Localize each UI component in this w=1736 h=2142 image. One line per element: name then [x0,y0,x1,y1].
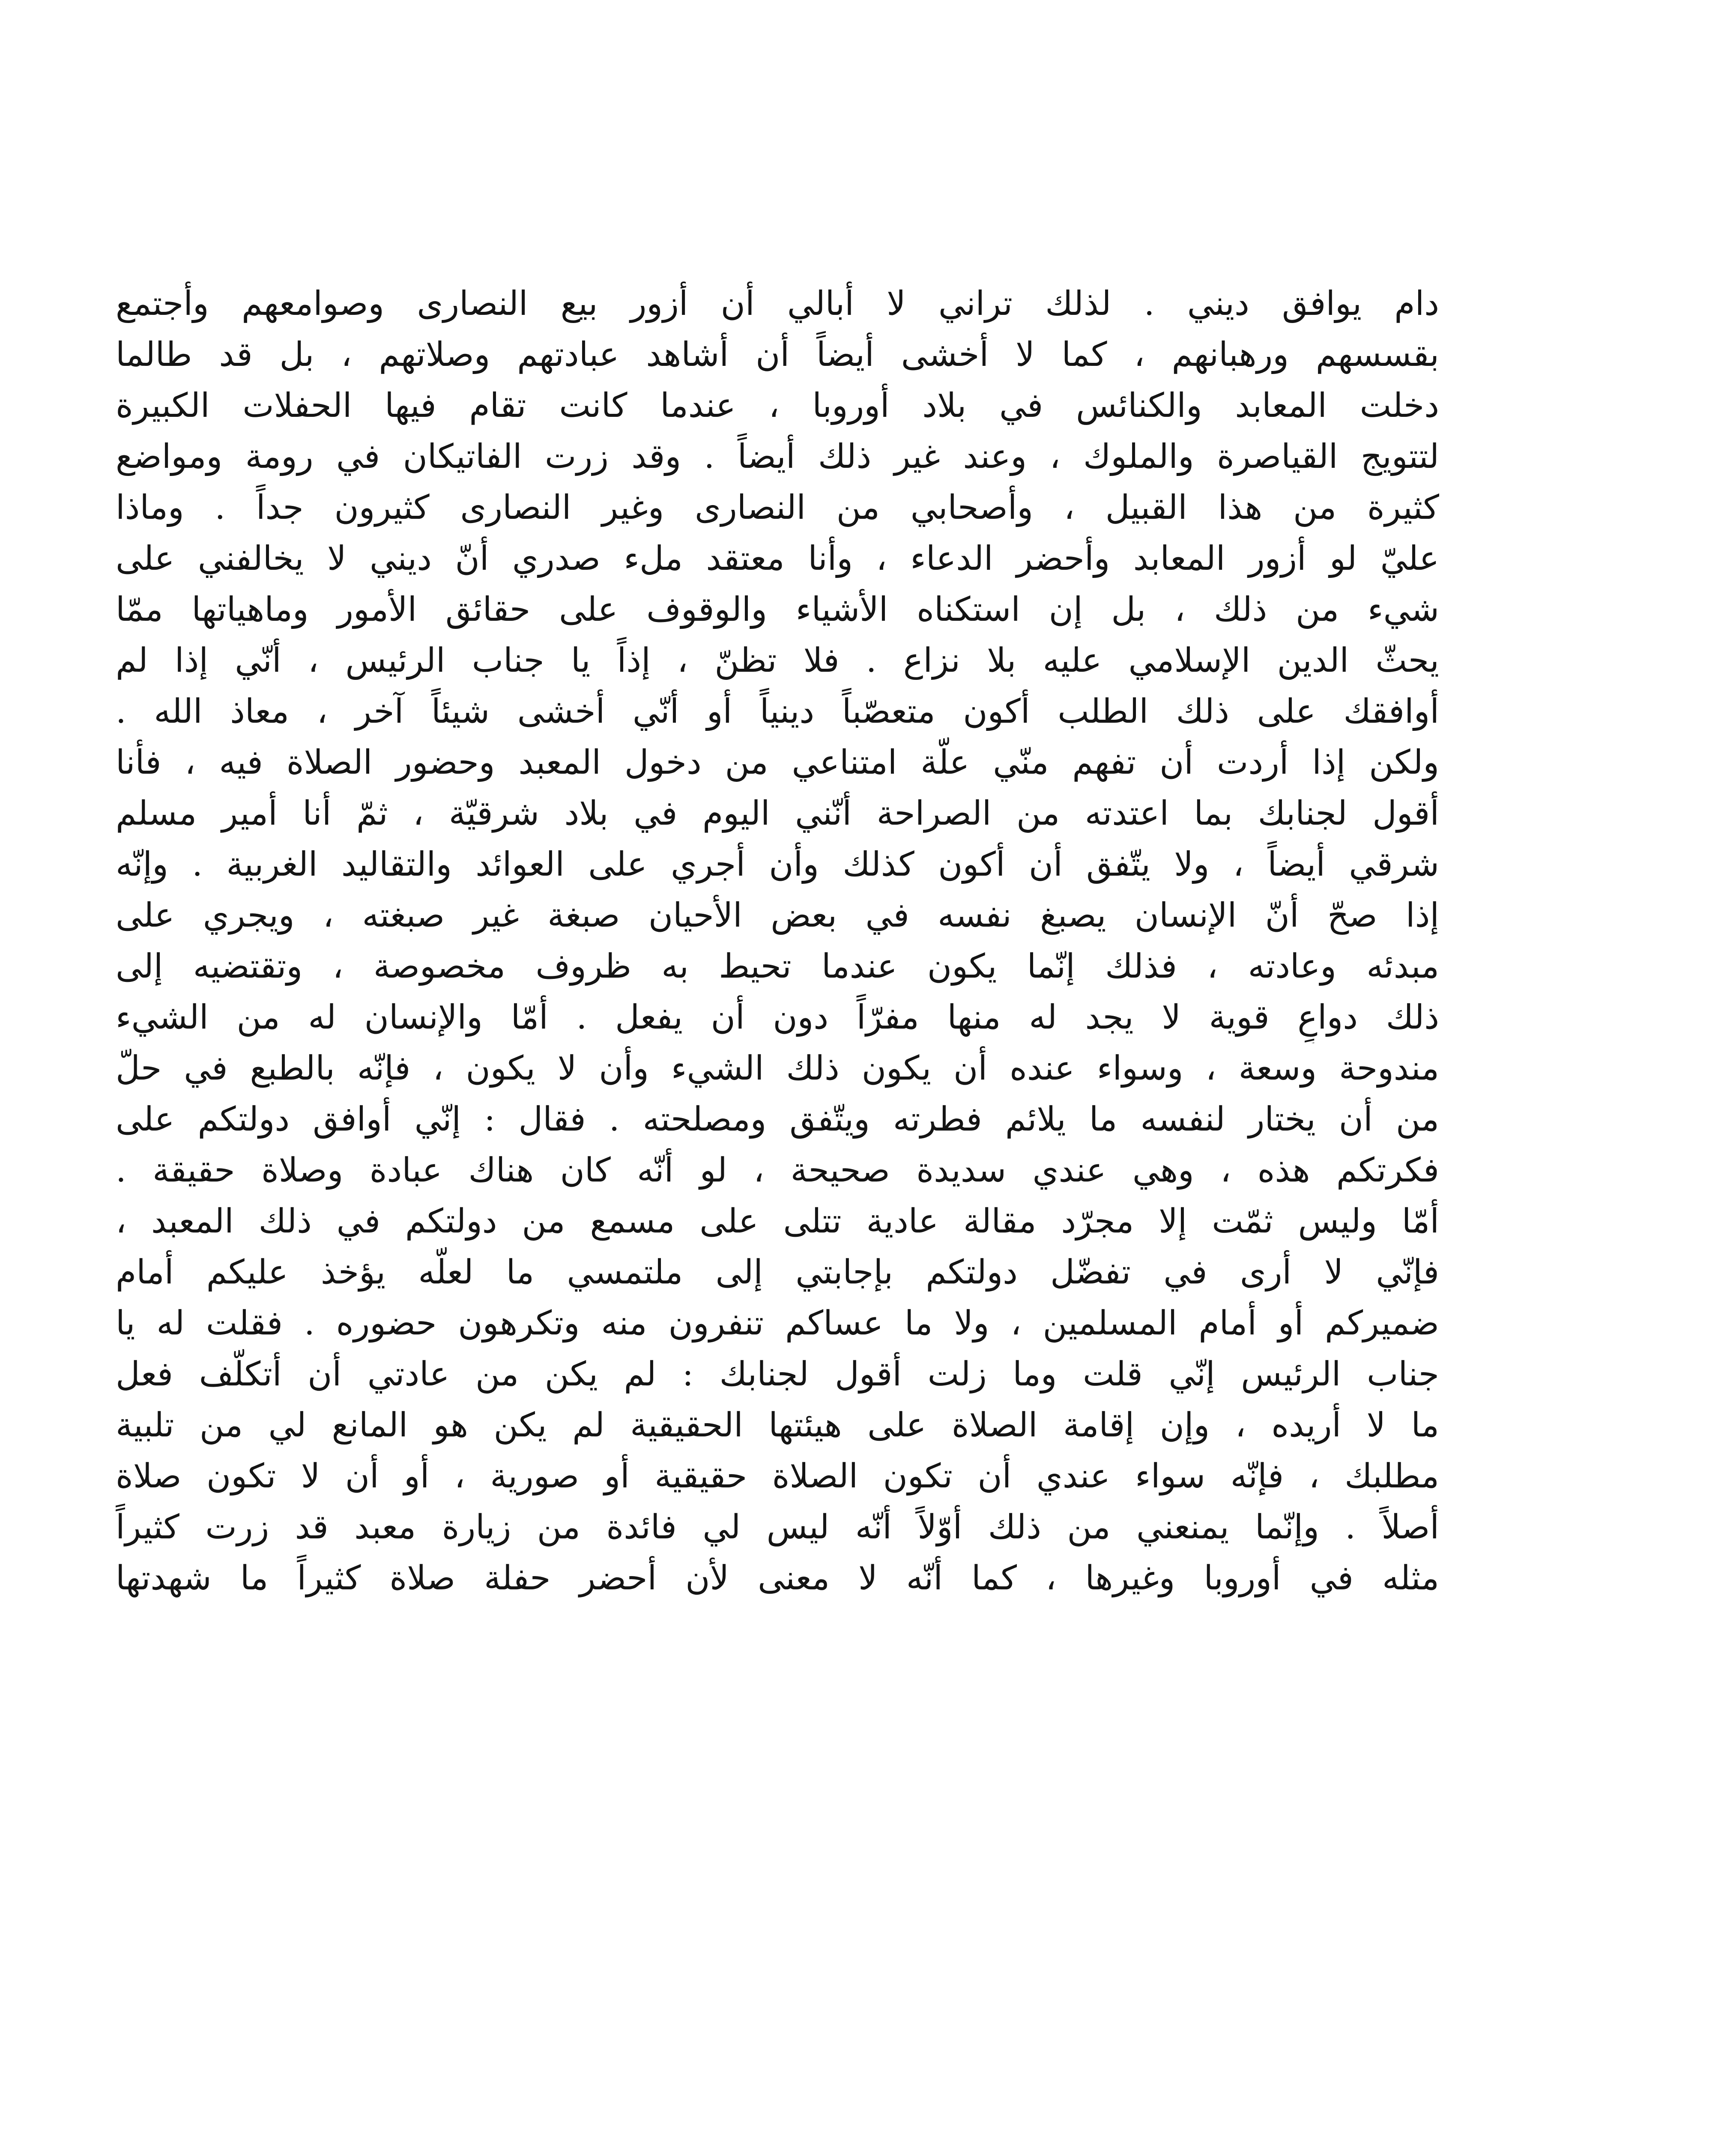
text-line-7: شيء من ذلك ، بل إن استكناه الأشياء والوقوف على حقائق الأمور وماهياتها ممّا [116,590,1439,629]
text-line-25: أصلاً . وإنّما يمنعني من ذلك أوّلاً أنّه ليس لي فائدة من زيارة معبد قد زرت كثيراً [116,1508,1439,1547]
text-line-23: ما لا أريده ، وإن إقامة الصلاة على هيئتها الحقيقية لم يكن هو المانع لي من تلبية [116,1406,1439,1445]
text-line-12: شرقي أيضاً ، ولا يتّفق أن أكون كذلك وأن أجري على العوائد والتقاليد الغربية . وإنّه [116,845,1439,884]
text-line-6: عليّ لو أزور المعابد وأحضر الدعاء ، وأنا معتقد ملء صدري أنّ ديني لا يخالفني على [116,539,1439,578]
text-line-13: إذا صحّ أنّ الإنسان يصبغ نفسه في بعض الأحيان صبغة غير صبغته ، ويجري على [116,896,1439,935]
text-line-15: ذلك دواعٍ قوية لا يجد له منها مفرّاً دون أن يفعل . أمّا والإنسان له من الشيء [116,998,1439,1037]
text-line-19: أمّا وليس ثمّت إلا مجرّد مقالة عادية تتلى على مسمع من دولتكم في ذلك المعبد ، [116,1202,1439,1241]
text-line-14: مبدئه وعادته ، فذلك إنّما يكون عندما تحيط به ظروف مخصوصة ، وتقتضيه إلى [116,947,1439,986]
text-line-11: أقول لجنابك بما اعتدته من الصراحة أنّني اليوم في بلاد شرقيّة ، ثمّ أنا أمير مسلم [116,794,1439,833]
text-line-16: مندوحة وسعة ، وسواء عنده أن يكون ذلك الشيء وأن لا يكون ، فإنّه بالطبع في حلّ [116,1049,1439,1088]
text-line-9: أوافقك على ذلك الطلب أكون متعصّباً دينياً أو أنّي أخشى شيئاً آخر ، معاذ الله . [116,692,1439,731]
text-line-5: كثيرة من هذا القبيل ، وأصحابي من النصارى وغير النصارى كثيرون جداً . وماذا [116,488,1439,527]
body-text [116,278,1439,1604]
text-line-1: دام يوافق ديني . لذلك تراني لا أبالي أن أزور بيع النصارى وصوامعهم وأجتمع [116,284,1439,323]
text-line-3: دخلت المعابد والكنائس في بلاد أوروبا ، عندما كانت تقام فيها الحفلات الكبيرة [116,386,1439,425]
text-line-2: بقسسهم ورهبانهم ، كما لا أخشى أيضاً أن أشاهد عبادتهم وصلاتهم ، بل قد طالما [116,335,1439,374]
text-line-26: مثله في أوروبا وغيرها ، كما أنّه لا معنى لأن أحضر حفلة صلاة كثيراً ما شهدتها [116,1559,1439,1598]
text-line-22: جناب الرئيس إنّي قلت وما زلت أقول لجنابك : لم يكن من عادتي أن أتكلّف فعل [116,1355,1439,1394]
text-line-21: ضميركم أو أمام المسلمين ، ولا ما عساكم تنفرون منه وتكرهون حضوره . فقلت له يا [116,1304,1439,1343]
text-line-8: يحثّ الدين الإسلامي عليه بلا نزاع . فلا تظنّ ، إذاً يا جناب الرئيس ، أنّي إذا لم [116,641,1439,680]
text-line-17: من أن يختار لنفسه ما يلائم فطرته ويتّفق ومصلحته . فقال : إنّي أوافق دولتكم على [116,1100,1439,1139]
text-line-24: مطلبك ، فإنّه سواء عندي أن تكون الصلاة حقيقية أو صورية ، أو أن لا تكون صلاة [116,1457,1439,1496]
text-line-20: فإنّي لا أرى في تفضّل دولتكم بإجابتي إلى ملتمسي ما لعلّه يؤخذ عليكم أمام [116,1253,1439,1292]
text-line-18: فكرتكم هذه ، وهي عندي سديدة صحيحة ، لو أنّه كان هناك عبادة وصلاة حقيقة . [116,1151,1439,1190]
text-line-10: ولكن إذا أردت أن تفهم منّي علّة امتناعي من دخول المعبد وحضور الصلاة فيه ، فأنا [116,743,1439,782]
text-line-4: لتتويج القياصرة والملوك ، وعند غير ذلك أيضاً . وقد زرت الفاتيكان في رومة ومواضع [116,437,1439,476]
